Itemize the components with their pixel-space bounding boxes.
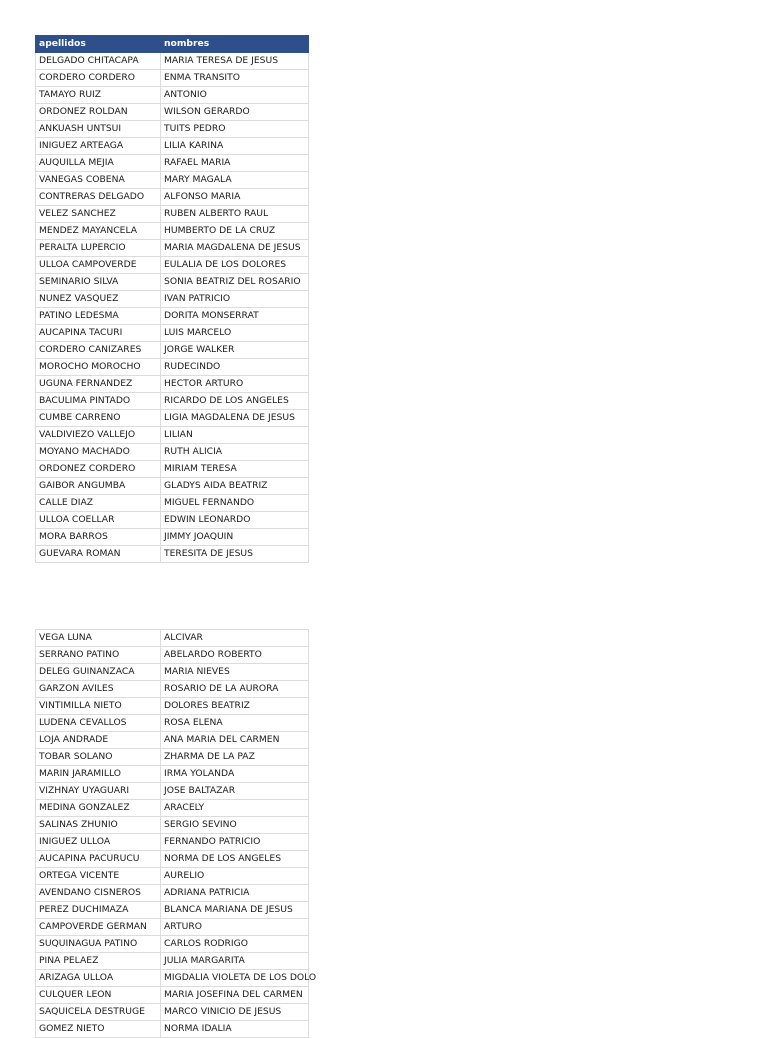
apellidos-cell: VANEGAS COBENA [36, 172, 161, 189]
nombres-cell: MARIA MAGDALENA DE JESUS [161, 240, 309, 257]
apellidos-cell: LOJA ANDRADE [36, 732, 161, 749]
table-row [36, 817, 309, 834]
apellidos-cell: LUDENA CEVALLOS [36, 715, 161, 732]
table-row [36, 936, 309, 953]
table-row [36, 444, 309, 461]
table-row [36, 783, 309, 800]
apellidos-cell: ARIZAGA ULLOA [36, 970, 161, 987]
table-row [36, 766, 309, 783]
apellidos-cell: TOBAR SOLANO [36, 749, 161, 766]
nombres-cell: ENMA TRANSITO [161, 70, 309, 87]
apellidos-cell: CORDERO CANIZARES [36, 342, 161, 359]
nombres-cell: CARLOS RODRIGO [161, 936, 309, 953]
nombres-cell: FERNANDO PATRICIO [161, 834, 309, 851]
apellidos-cell: VINTIMILLA NIETO [36, 698, 161, 715]
nombres-cell: TERESITA DE JESUS [161, 546, 309, 563]
nombres-cell: MARIA TERESA DE JESUS [161, 53, 309, 70]
nombres-cell: JULIA MARGARITA [161, 953, 309, 970]
table-row [36, 715, 309, 732]
nombres-cell: JIMMY JOAQUIN [161, 529, 309, 546]
nombres-cell: EULALIA DE LOS DOLORES [161, 257, 309, 274]
apellidos-cell: CORDERO CORDERO [36, 70, 161, 87]
apellidos-cell: CONTRERAS DELGADO [36, 189, 161, 206]
nombres-cell: MIGUEL FERNANDO [161, 495, 309, 512]
apellidos-cell: CUMBE CARRENO [36, 410, 161, 427]
apellidos-cell: PINA PELAEZ [36, 953, 161, 970]
table-row [36, 138, 309, 155]
apellidos-cell: CAMPOVERDE GERMAN [36, 919, 161, 936]
nombres-cell: TUITS PEDRO [161, 121, 309, 138]
apellidos-cell: TAMAYO RUIZ [36, 87, 161, 104]
apellidos-cell: BACULIMA PINTADO [36, 393, 161, 410]
nombres-cell: HECTOR ARTURO [161, 376, 309, 393]
table-row [36, 325, 309, 342]
table-row [36, 189, 309, 206]
table-row [36, 970, 309, 987]
nombres-cell: IRMA YOLANDA [161, 766, 309, 783]
nombres-cell: RICARDO DE LOS ANGELES [161, 393, 309, 410]
nombres-cell: RUBEN ALBERTO RAUL [161, 206, 309, 223]
table-row [36, 681, 309, 698]
nombres-cell: AURELIO [161, 868, 309, 885]
apellidos-cell: ORDONEZ ROLDAN [36, 104, 161, 121]
nombres-cell: MARY MAGALA [161, 172, 309, 189]
nombres-cell: JOSE BALTAZAR [161, 783, 309, 800]
table-row [36, 546, 309, 563]
table-row [36, 461, 309, 478]
table-row [36, 851, 309, 868]
table-row [36, 749, 309, 766]
table-row [36, 121, 309, 138]
nombres-cell: MARIA NIEVES [161, 664, 309, 681]
table-row [36, 274, 309, 291]
nombres-cell: RUDECINDO [161, 359, 309, 376]
apellidos-cell: NUNEZ VASQUEZ [36, 291, 161, 308]
apellidos-cell: VEGA LUNA [36, 630, 161, 647]
apellidos-cell: INIGUEZ ULLOA [36, 834, 161, 851]
apellidos-cell: SALINAS ZHUNIO [36, 817, 161, 834]
table-row [36, 257, 309, 274]
apellidos-cell: ULLOA COELLAR [36, 512, 161, 529]
apellidos-cell: INIGUEZ ARTEAGA [36, 138, 161, 155]
table-row [36, 87, 309, 104]
table-row [36, 664, 309, 681]
names-table-2 [35, 629, 317, 1038]
table-row [36, 359, 309, 376]
table-row [36, 630, 309, 647]
nombres-cell: RAFAEL MARIA [161, 155, 309, 172]
table-row [36, 1021, 309, 1038]
column-header-nombres: nombres [161, 36, 309, 53]
table-row [36, 919, 309, 936]
nombres-cell: GLADYS AIDA BEATRIZ [161, 478, 309, 495]
table-row [36, 393, 309, 410]
table-row [36, 104, 309, 121]
table-row [36, 732, 309, 749]
apellidos-cell: AUQUILLA MEJIA [36, 155, 161, 172]
apellidos-cell: SAQUICELA DESTRUGE [36, 1004, 161, 1021]
table-row [36, 529, 309, 546]
nombres-cell: WILSON GERARDO [161, 104, 309, 121]
nombres-cell: ROSA ELENA [161, 715, 309, 732]
nombres-cell: BLANCA MARIANA DE JESUS [161, 902, 309, 919]
table-row [36, 698, 309, 715]
table-row [36, 427, 309, 444]
nombres-cell: HUMBERTO DE LA CRUZ [161, 223, 309, 240]
nombres-cell: NORMA DE LOS ANGELES [161, 851, 309, 868]
apellidos-cell: PATINO LEDESMA [36, 308, 161, 325]
column-header-apellidos: apellidos [36, 36, 161, 53]
apellidos-cell: GARZON AVILES [36, 681, 161, 698]
table-row [36, 868, 309, 885]
table-row [36, 885, 309, 902]
table-row [36, 495, 309, 512]
nombres-cell: NORMA IDALIA [161, 1021, 309, 1038]
table-row [36, 987, 309, 1004]
apellidos-cell: PERALTA LUPERCIO [36, 240, 161, 257]
table-row [36, 1004, 309, 1021]
apellidos-cell: AUCAPINA TACURI [36, 325, 161, 342]
nombres-cell: ARACELY [161, 800, 309, 817]
apellidos-cell: VELEZ SANCHEZ [36, 206, 161, 223]
table-row [36, 155, 309, 172]
nombres-cell: LILIA KARINA [161, 138, 309, 155]
apellidos-cell: GAIBOR ANGUMBA [36, 478, 161, 495]
apellidos-cell: CALLE DIAZ [36, 495, 161, 512]
apellidos-cell: MARIN JARAMILLO [36, 766, 161, 783]
nombres-cell: ADRIANA PATRICIA [161, 885, 309, 902]
apellidos-cell: VALDIVIEZO VALLEJO [36, 427, 161, 444]
nombres-cell: MARCO VINICIO DE JESUS [161, 1004, 309, 1021]
table-row [36, 53, 309, 70]
apellidos-cell: PEREZ DUCHIMAZA [36, 902, 161, 919]
nombres-cell: IVAN PATRICIO [161, 291, 309, 308]
nombres-cell: EDWIN LEONARDO [161, 512, 309, 529]
nombres-cell: RUTH ALICIA [161, 444, 309, 461]
apellidos-cell: SEMINARIO SILVA [36, 274, 161, 291]
table-row [36, 308, 309, 325]
apellidos-cell: ORTEGA VICENTE [36, 868, 161, 885]
nombres-cell: JORGE WALKER [161, 342, 309, 359]
table-row [36, 223, 309, 240]
apellidos-cell: AUCAPINA PACURUCU [36, 851, 161, 868]
nombres-cell: SERGIO SEVINO [161, 817, 309, 834]
nombres-cell: ALFONSO MARIA [161, 189, 309, 206]
table-row [36, 902, 309, 919]
apellidos-cell: GOMEZ NIETO [36, 1021, 161, 1038]
table-row [36, 512, 309, 529]
nombres-cell: LILIAN [161, 427, 309, 444]
table-row [36, 206, 309, 223]
table-row [36, 376, 309, 393]
apellidos-cell: ORDONEZ CORDERO [36, 461, 161, 478]
apellidos-cell: SUQUINAGUA PATINO [36, 936, 161, 953]
apellidos-cell: SERRANO PATINO [36, 647, 161, 664]
nombres-cell: DOLORES BEATRIZ [161, 698, 309, 715]
apellidos-cell: MOYANO MACHADO [36, 444, 161, 461]
table-row [36, 834, 309, 851]
table-row [36, 291, 309, 308]
nombres-cell: ANTONIO [161, 87, 309, 104]
table-row [36, 410, 309, 427]
table-row [36, 240, 309, 257]
nombres-cell: ARTURO [161, 919, 309, 936]
apellidos-cell: VIZHNAY UYAGUARI [36, 783, 161, 800]
nombres-cell: MARIA JOSEFINA DEL CARMEN [161, 987, 309, 1004]
table-row [36, 647, 309, 664]
apellidos-cell: ANKUASH UNTSUI [36, 121, 161, 138]
table-row [36, 478, 309, 495]
header-row [36, 36, 309, 53]
table-row [36, 800, 309, 817]
table-row [36, 342, 309, 359]
nombres-cell: ABELARDO ROBERTO [161, 647, 309, 664]
apellidos-cell: MORA BARROS [36, 529, 161, 546]
nombres-cell: LUIS MARCELO [161, 325, 309, 342]
nombres-cell: ROSARIO DE LA AURORA [161, 681, 309, 698]
apellidos-cell: MEDINA GONZALEZ [36, 800, 161, 817]
names-table-1 [35, 35, 309, 563]
apellidos-cell: UGUNA FERNANDEZ [36, 376, 161, 393]
apellidos-cell: DELEG GUINANZACA [36, 664, 161, 681]
nombres-cell: ZHARMA DE LA PAZ [161, 749, 309, 766]
nombres-cell: SONIA BEATRIZ DEL ROSARIO [161, 274, 309, 291]
nombres-cell: ANA MARIA DEL CARMEN [161, 732, 309, 749]
nombres-cell: LIGIA MAGDALENA DE JESUS [161, 410, 309, 427]
apellidos-cell: MENDEZ MAYANCELA [36, 223, 161, 240]
apellidos-cell: ULLOA CAMPOVERDE [36, 257, 161, 274]
table-row [36, 953, 309, 970]
nombres-cell: DORITA MONSERRAT [161, 308, 309, 325]
nombres-cell: MIGDALIA VIOLETA DE LOS DOLO [161, 970, 309, 987]
table-row [36, 70, 309, 87]
apellidos-cell: DELGADO CHITACAPA [36, 53, 161, 70]
apellidos-cell: MOROCHO MOROCHO [36, 359, 161, 376]
apellidos-cell: CULQUER LEON [36, 987, 161, 1004]
nombres-cell: ALCIVAR [161, 630, 309, 647]
apellidos-cell: GUEVARA ROMAN [36, 546, 161, 563]
table-row [36, 172, 309, 189]
apellidos-cell: AVENDANO CISNEROS [36, 885, 161, 902]
nombres-cell: MIRIAM TERESA [161, 461, 309, 478]
